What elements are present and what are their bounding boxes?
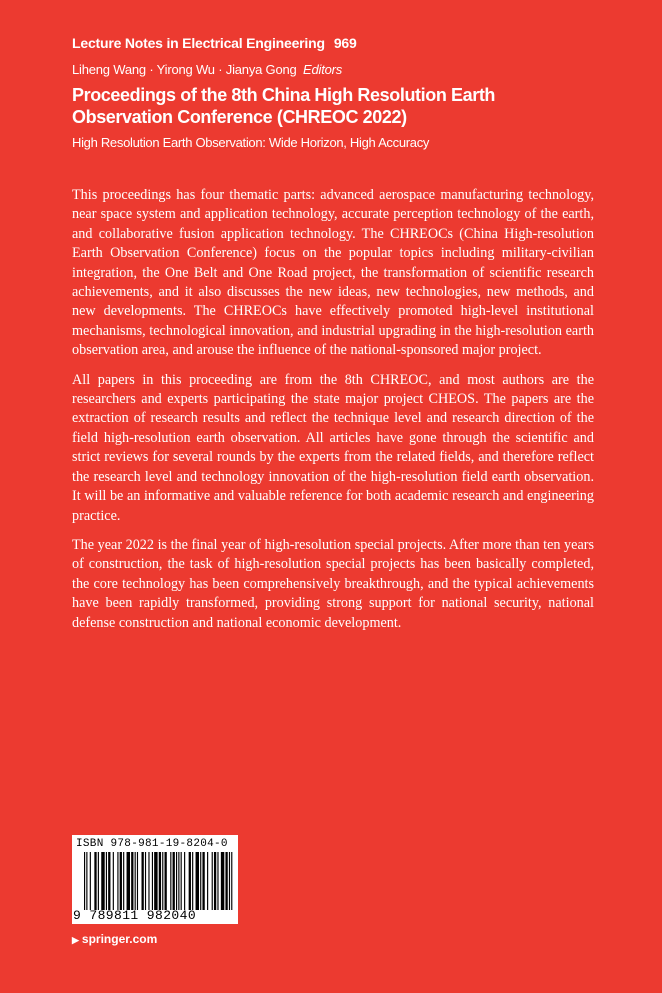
barcode-bar [221, 852, 224, 910]
isbn-label: ISBN 978-981-19-8204-0 [76, 838, 228, 850]
blurb [72, 186, 594, 643]
barcode-bar [152, 852, 153, 910]
barcode-bar [214, 852, 216, 910]
barcode-bars [84, 852, 234, 910]
barcode-bar [207, 852, 208, 910]
barcode-bar [86, 852, 87, 910]
arrow-icon: ▶ [72, 935, 79, 945]
barcode-bar [184, 852, 185, 910]
blurb-paragraph: The year 2022 is the final year of high-resolution special projects. After more than ten years of construction, the task of high-resolution special projects has been basically completed, the core technology has been comprehensively breakthrough, and the typical achievements have been rapidly transformed, providing strong support for national security, national defense construction and national economic development. [72, 536, 594, 631]
barcode-bar [94, 852, 96, 910]
barcode-bar [165, 852, 167, 910]
barcode [72, 835, 238, 924]
publisher-url: springer.com [81, 932, 158, 946]
blurb-paragraph: All papers in this proceeding are from the 8th CHREOC, and most authors are the researchers and experts participating the state major project CHEOS. The papers are the extraction of research results and reflect the technique level and research direction of the field high-resolution earth observation. All articles have gone through the scientific and strict reviews for several rounds by the experts from the related fields, and therefore reflect the research level and technology innovation of the high-resolution field earth observation. It will be an informative and valuable reference for both academic research and engineering practice. [72, 371, 594, 524]
barcode-bar [101, 852, 104, 910]
barcode-bar [189, 852, 191, 910]
barcode-bar [127, 852, 130, 910]
barcode-bar [108, 852, 110, 910]
barcode-bar [142, 852, 144, 910]
barcode-bar [173, 852, 175, 910]
barcode-bar [202, 852, 204, 910]
editors-line [72, 62, 342, 77]
barcode-bar [231, 852, 232, 910]
barcode-bar [196, 852, 199, 910]
barcode-bar [217, 852, 218, 910]
barcode-bar [229, 852, 230, 910]
barcode-bar [200, 852, 201, 910]
editors-role: Editors [303, 62, 343, 77]
series-name: Lecture Notes in Electrical Engineering [72, 35, 325, 51]
series-volume: 969 [333, 35, 357, 51]
book-subtitle: High Resolution Earth Observation: Wide Horizon, High Accuracy [72, 135, 430, 150]
barcode-bar [113, 852, 114, 910]
barcode-digits: 9 789811 982040 [73, 908, 197, 923]
barcode-bar [181, 852, 182, 910]
barcode-bar [192, 852, 193, 910]
barcode-bar [137, 852, 138, 910]
barcode-bar [170, 852, 171, 910]
barcode-bar [154, 852, 157, 910]
barcode-bar [178, 852, 179, 910]
barcode-bar [225, 852, 227, 910]
barcode-bar [212, 852, 213, 910]
barcode-bar [106, 852, 107, 910]
barcode-bar [84, 852, 85, 910]
barcode-bar [176, 852, 177, 910]
barcode-bar [120, 852, 122, 910]
barcode-bar [159, 852, 161, 910]
barcode-bar [117, 852, 118, 910]
barcode-bar [148, 852, 149, 910]
barcode-bar [131, 852, 133, 910]
barcode-bar [90, 852, 91, 910]
barcode-bar [123, 852, 124, 910]
barcode-bar [145, 852, 146, 910]
book-title: Proceedings of the 8th China High Resolution Earth Observation Conference (CHREOC 2022) [72, 85, 496, 127]
barcode-bar [162, 852, 163, 910]
publisher-link[interactable] [72, 932, 157, 946]
blurb-paragraph: This proceedings has four thematic parts: advanced aerospace manufacturing technology, near space system and application technology, accurate perception technology of the earth, and collaborative fusion application technology. The CHREOCs (China High-resolution Earth Observation Conference) focus on the popular topics including military-civilian integration, the One Belt and One Road project, the transformation of scientific research achievements, and it also discusses the new ideas, new technologies, new methods, and new developments. The CHREOCs have effectively promoted high-level institutional mechanisms, technological innovation, and industrial upgrading in the high-resolution earth observation area, and arouse the influence of the national-sponsored major project. [72, 187, 594, 359]
editor-names: Liheng Wang · Yirong Wu · Jianya Gong [72, 62, 297, 77]
barcode-bar [135, 852, 136, 910]
barcode-bar [98, 852, 99, 910]
series-line [72, 35, 357, 51]
